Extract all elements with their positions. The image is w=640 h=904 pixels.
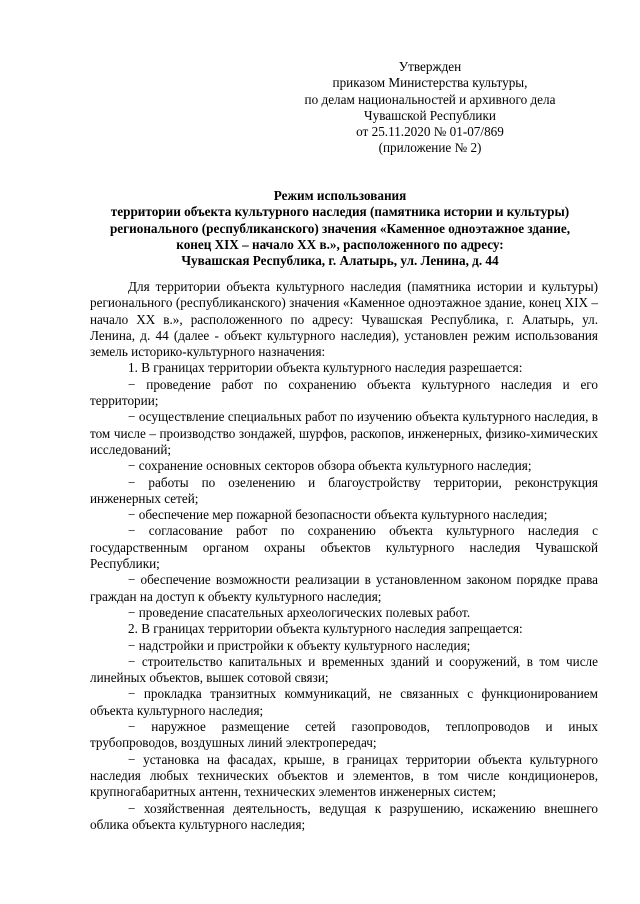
- approval-line: (приложение № 2): [378, 140, 482, 156]
- title-line: территории объекта культурного наследия (памятника истории и культуры): [110, 204, 570, 220]
- allowed-item: − обеспечение мер пожарной безопасности объекта культурного наследия;: [128, 507, 548, 523]
- section-2-title: 2. В границах территории объекта культурного наследия запрещается:: [128, 621, 523, 637]
- intro-paragraph: Для территории объекта культурного наследия (памятника истории и культуры) регионального (республиканского) значения «Каменное одноэтажное здание, конец XIX – начало XX в.», расположенного по адресу: Чувашская Республика, г. Алатырь, ул. Ленина, д. 44 (далее - объект культурного наследия), установлен режим использования земель историко-культурного назначения:: [90, 279, 598, 360]
- document-body: [90, 279, 598, 833]
- allowed-item: − работы по озеленению и благоустройству территории, реконструкция инженерных сетей;: [90, 474, 598, 506]
- title-line: регионального (республиканского) значения «Каменное одноэтажное здание,: [109, 220, 571, 236]
- forbidden-item: − хозяйственная деятельность, ведущая к разрушению, искажению внешнего облика объекта культурного наследия;: [90, 800, 598, 832]
- title-line: конец XIX – начало XX в.», расположенного по адресу:: [176, 236, 504, 252]
- forbidden-item: − прокладка транзитных коммуникаций, не связанных с функционированием объекта культурного наследия;: [90, 686, 598, 718]
- allowed-item: − осуществление специальных работ по изучению объекта культурного наследия, в том числе – производство зондажей, шурфов, раскопов, инженерных, физико-химических исследований;: [90, 409, 598, 457]
- approval-line: от 25.11.2020 № 01-07/869: [356, 124, 504, 140]
- forbidden-item: − надстройки и пристройки к объекту культурного наследия;: [128, 637, 471, 653]
- title-line: Режим использования: [273, 188, 407, 203]
- forbidden-item: − строительство капитальных и временных зданий и сооружений, в том числе линейных объектов, вышек сотовой связи;: [90, 653, 598, 686]
- allowed-item: − проведение спасательных археологических полевых работ.: [128, 604, 471, 620]
- allowed-item: − сохранение основных секторов обзора объекта культурного наследия;: [128, 458, 532, 474]
- section-1-title: 1. В границах территории объекта культурного наследия разрешается:: [128, 360, 523, 376]
- allowed-item: − проведение работ по сохранению объекта культурного наследия и его территории;: [90, 376, 598, 409]
- approval-line: Чувашской Республики: [364, 107, 496, 123]
- approval-stamp: [300, 59, 560, 157]
- approval-line: Утвержден: [398, 59, 462, 74]
- title-line: Чувашская Республика, г. Алатырь, ул. Ленина, д. 44: [181, 253, 499, 269]
- forbidden-item: − наружное размещение сетей газопроводов, теплопроводов и иных трубопроводов, воздушных линий электропередач;: [90, 719, 598, 751]
- forbidden-item: − установка на фасадах, крыше, в границах территории объекта культурного наследия любых технических объектов и элементов, в том числе кондиционеров, крупногабаритных антенн, технических элементов инженерных систем;: [90, 751, 598, 800]
- allowed-item: − обеспечение возможности реализации в установленном законом порядке права граждан на доступ к объекту культурного наследия;: [90, 572, 598, 604]
- approval-line: по делам национальностей и архивного дела: [304, 91, 556, 107]
- document-title: [60, 188, 620, 269]
- allowed-item: − согласование работ по сохранению объекта культурного наследия с государственным органом охраны объектов культурного наследия Чувашской Республики;: [90, 523, 598, 572]
- approval-line: приказом Министерства культуры,: [332, 75, 528, 91]
